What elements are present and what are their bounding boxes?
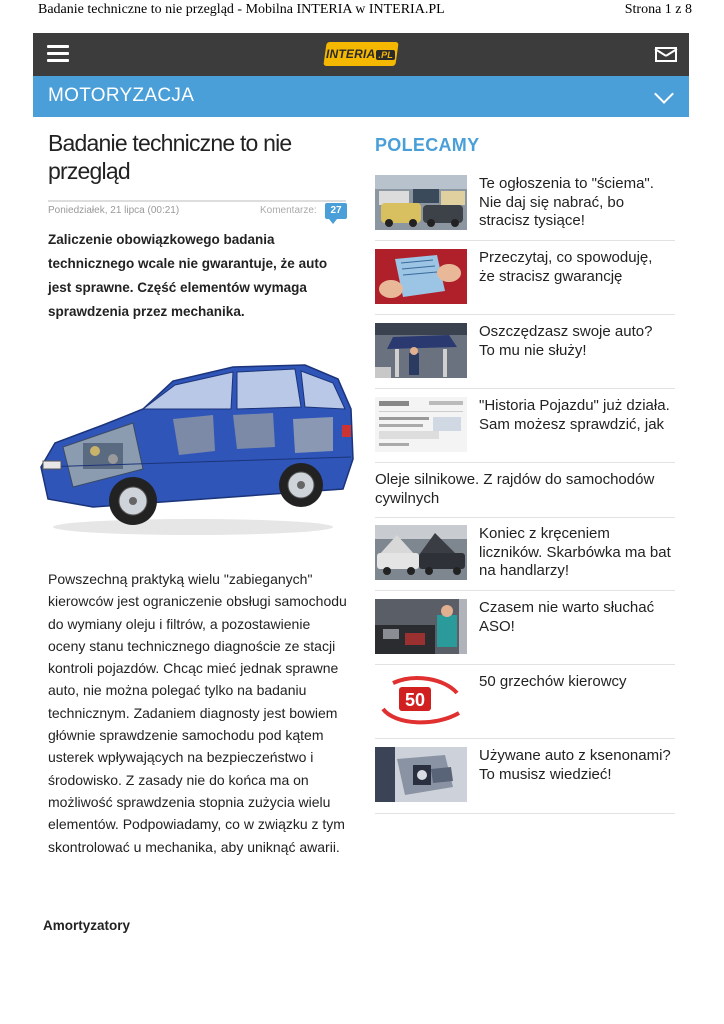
recommended-item-text: Używane auto z ksenonami? To musisz wiedzieć!	[479, 747, 671, 783]
recommended-item[interactable]	[375, 175, 675, 241]
print-header	[0, 0, 724, 22]
comments-label[interactable]: Komentarze:	[260, 205, 317, 216]
print-page-title: Badanie techniczne to nie przegląd - Mobilna INTERIA w INTERIA.PL	[38, 2, 445, 17]
recommended-item[interactable]	[375, 747, 675, 814]
article-body: Powszechną praktyką wielu "zabieganych" kierowców jest ograniczenie obsługi samochodu do wymiany oleju i filtrów, a pozostawienie oceny stanu technicznego diagnoście ze stacji kontroli pojazdów. Chcąc mieć jednak sprawne auto, nie można polegać tylko na badaniu technicznym. Zadaniem diagnosty jest bowiem głównie sprawdzenie samochodu pod kątem usterek wpływających na bezpieczeństwo i środowisko. Z zasady nie do końca ma on możliwość sprawdzenia stopnia zużycia wielu elementów. Podpowiadamy, co w związku z tym skontrolować u mechanika, aby uniknąć awarii.	[48, 571, 347, 855]
envelope-icon[interactable]	[655, 47, 677, 62]
recommended-item-text: "Historia Pojazdu" już działa. Sam możesz sprawdzić, jak	[479, 397, 670, 433]
recommended-item[interactable]	[375, 249, 675, 315]
recommended-item-text: Przeczytaj, co spowoduję, że stracisz gwarancję	[479, 249, 653, 285]
headlight-thumbnail	[375, 747, 467, 802]
recommended-item[interactable]	[375, 525, 675, 591]
recommended-item[interactable]	[375, 463, 675, 518]
article-title: Badanie techniczne to nie przegląd	[48, 130, 292, 184]
print-page-number: Strona 1 z 8	[624, 2, 692, 17]
section-title: MOTORYZACJA	[48, 85, 195, 106]
recommended-item-text: Czasem nie warto słuchać ASO!	[479, 599, 655, 635]
recommended-item-text: Oleje silnikowe. Z rajdów do samochodów cywilnych	[375, 471, 655, 507]
recommended-item-text: Te ogłoszenia to "ściema". Nie daj się nabrać, bo stracisz tysiące!	[479, 175, 654, 229]
chevron-down-icon[interactable]	[654, 84, 674, 104]
recommended-item[interactable]	[375, 397, 675, 463]
car-lot-thumbnail	[375, 175, 467, 230]
number-50-thumbnail	[375, 673, 467, 728]
recommended-item[interactable]	[375, 673, 675, 739]
article-date: Poniedziałek, 21 lipca (00:21)	[48, 205, 180, 216]
mechanic-thumbnail	[375, 599, 467, 654]
logo-suffix: .PL	[378, 50, 394, 60]
logo-text: INTERIA	[326, 47, 376, 61]
document-hands-thumbnail	[375, 249, 467, 304]
hamburger-menu-icon[interactable]	[47, 45, 69, 63]
recommended-item-text: 50 grzechów kierowcy	[479, 673, 627, 690]
recommended-item-text: Oszczędzasz swoje auto? To mu nie służy!	[479, 323, 653, 359]
car-cutaway-illustration	[33, 339, 361, 539]
section-bar[interactable]	[33, 76, 689, 117]
open-hoods-thumbnail	[375, 525, 467, 580]
website-screenshot-thumbnail	[375, 397, 467, 452]
top-navigation-bar	[33, 33, 689, 76]
divider	[48, 200, 346, 202]
article-subheading: Amortyzatory	[43, 918, 131, 933]
badge-50-label: 50	[404, 690, 426, 710]
article-lead: Zaliczenie obowiązkowego badania technicznego wcale nie gwarantuje, że auto jest sprawne. Część elementów wymaga sprawdzenia przez mechanika.	[48, 232, 328, 319]
interia-logo[interactable]	[323, 42, 398, 66]
sidebar-title: POLECAMY	[375, 135, 480, 155]
recommended-item[interactable]	[375, 599, 675, 665]
recommended-item-text: Koniec z kręceniem liczników. Skarbówka ma bat na handlarzy!	[479, 525, 671, 579]
car-lift-thumbnail	[375, 323, 467, 378]
recommended-item[interactable]	[375, 323, 675, 389]
comments-count-badge[interactable]: 27	[325, 203, 347, 219]
